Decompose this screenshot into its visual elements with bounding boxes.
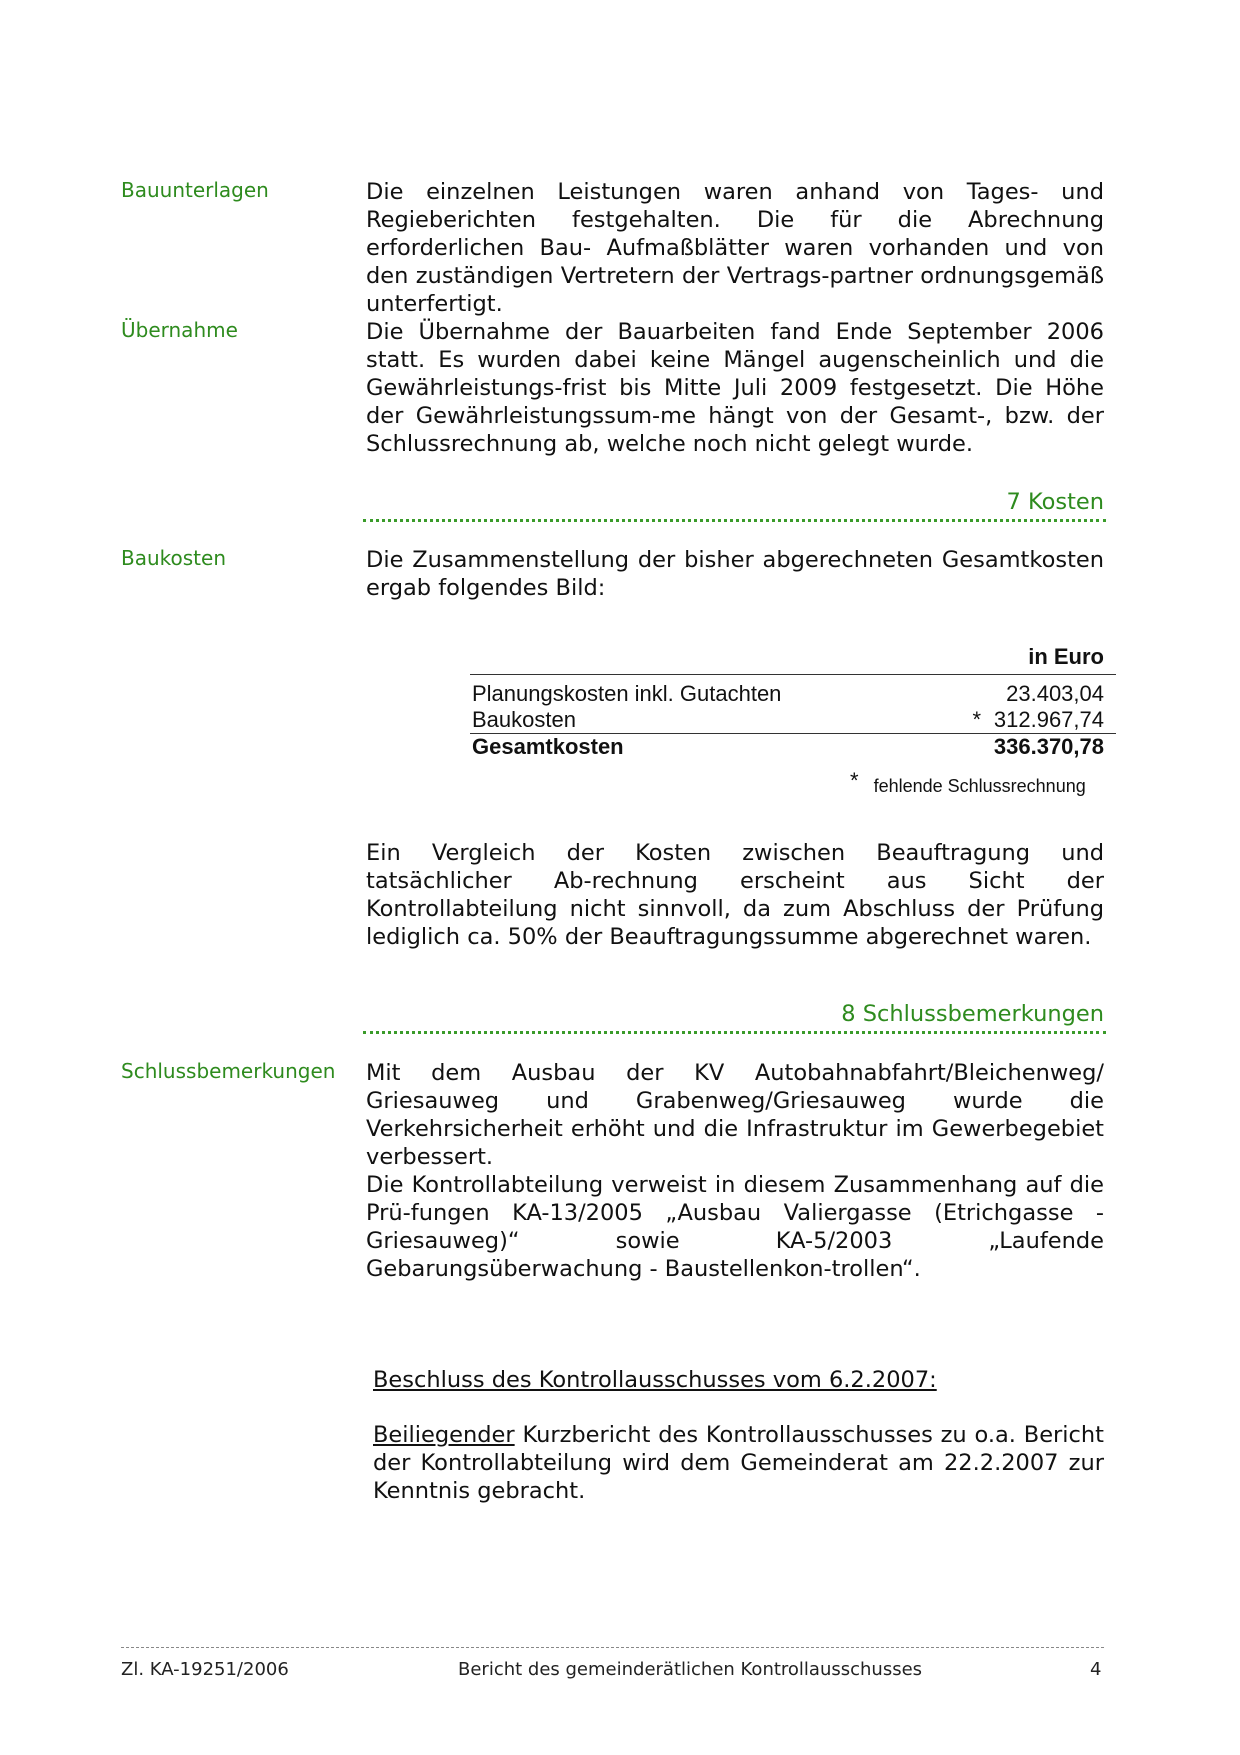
beschluss-text: Kurzbericht des Kontrollausschusses zu o.a. Bericht der Kontrollabteilung wird dem Gemeinderat am 22.2.2007 zur Kenntnis gebracht. xyxy=(373,1422,1104,1504)
section-divider-schlussbemerkungen xyxy=(363,1031,1106,1034)
row-marker: * xyxy=(972,707,981,732)
footer-divider xyxy=(121,1647,1104,1648)
row-value: 23.403,04 xyxy=(1006,681,1104,706)
footer-reference: Zl. KA-19251/2006 xyxy=(121,1659,289,1680)
bauunterlagen-paragraph: Die einzelnen Leistungen waren anhand von Tages- und Regieberichten festgehalten. Die für die Abrechnung erforderlichen Bau- Aufmaßblätter waren vorhanden und von den zuständigen Vertretern der Vertrags-partner ordnungsgemäß unterfertigt. xyxy=(366,179,1104,317)
total-value: 336.370,78 xyxy=(993,734,1104,759)
beschluss-paragraph xyxy=(373,1421,1104,1505)
beschluss-title: Beschluss des Kontrollausschusses vom 6.2.2007: xyxy=(373,1367,937,1393)
row-label: Planungskosten inkl. Gutachten xyxy=(472,681,782,706)
table-header-rule xyxy=(470,674,1116,675)
cost-table-header xyxy=(470,642,1116,672)
footnote-marker: * xyxy=(850,768,859,793)
row-label: Baukosten xyxy=(472,707,576,732)
side-label-schlussbemerkungen: Schlussbemerkungen xyxy=(121,1059,336,1083)
baukosten-paragraph: Die Zusammenstellung der bisher abgerechneten Gesamtkosten ergab folgendes Bild: xyxy=(366,547,1104,601)
total-label: Gesamtkosten xyxy=(472,734,624,759)
cost-table-footnote xyxy=(850,768,1104,798)
beschluss-underlined-word: Beiliegender xyxy=(373,1422,515,1448)
unit-header: in Euro xyxy=(1028,644,1104,669)
section-heading-schlussbemerkungen: 8 Schlussbemerkungen xyxy=(841,1001,1104,1027)
uebernahme-paragraph: Die Übernahme der Bauarbeiten fand Ende September 2006 statt. Es wurden dabei keine Mängel augenscheinlich und die Gewährleistungs-frist bis Mitte Juli 2009 festgesetzt. Die Höhe der Gewährleistungssum-me hängt von der Gesamt-, bzw. der Schlussrechnung ab, welche noch nicht gelegt wurde. xyxy=(366,319,1104,457)
schlussbemerkungen-paragraph-1: Mit dem Ausbau der KV Autobahnabfahrt/Bleichenweg/ Griesauweg und Grabenweg/Griesauweg wurde die Verkehrsicherheit erhöht und die Infrastruktur im Gewerbegebiet verbessert. xyxy=(366,1060,1104,1170)
side-label-uebernahme: Übernahme xyxy=(121,318,238,342)
table-row xyxy=(470,681,1116,707)
schlussbemerkungen-paragraph-2: Die Kontrollabteilung verweist in diesem Zusammenhang auf die Prü-fungen KA-13/2005 „Ausbau Valiergasse (Etrichgasse - Griesauweg)“ sowie KA-5/2003 „Laufende Gebarungsüberwachung - Baustellenkon-trollen“. xyxy=(366,1172,1104,1282)
section-divider-kosten xyxy=(363,519,1106,522)
table-row xyxy=(470,707,1116,733)
vergleich-paragraph: Ein Vergleich der Kosten zwischen Beauftragung und tatsächlicher Ab-rechnung erscheint aus Sicht der Kontrollabteilung nicht sinnvoll, da zum Abschluss der Prüfung lediglich ca. 50% der Beauftragungssumme abgerechnet waren. xyxy=(366,840,1104,950)
side-label-bauunterlagen: Bauunterlagen xyxy=(121,178,269,202)
footnote-text: fehlende Schlussrechnung xyxy=(873,776,1086,796)
cost-table xyxy=(470,642,1116,760)
section-heading-kosten: 7 Kosten xyxy=(1006,489,1104,515)
row-value: 312.967,74 xyxy=(993,707,1104,732)
page-number: 4 xyxy=(1090,1659,1102,1680)
table-total-row xyxy=(470,734,1116,760)
footer-title: Bericht des gemeinderätlichen Kontrollausschusses xyxy=(458,1659,923,1680)
side-label-baukosten: Baukosten xyxy=(121,546,226,570)
